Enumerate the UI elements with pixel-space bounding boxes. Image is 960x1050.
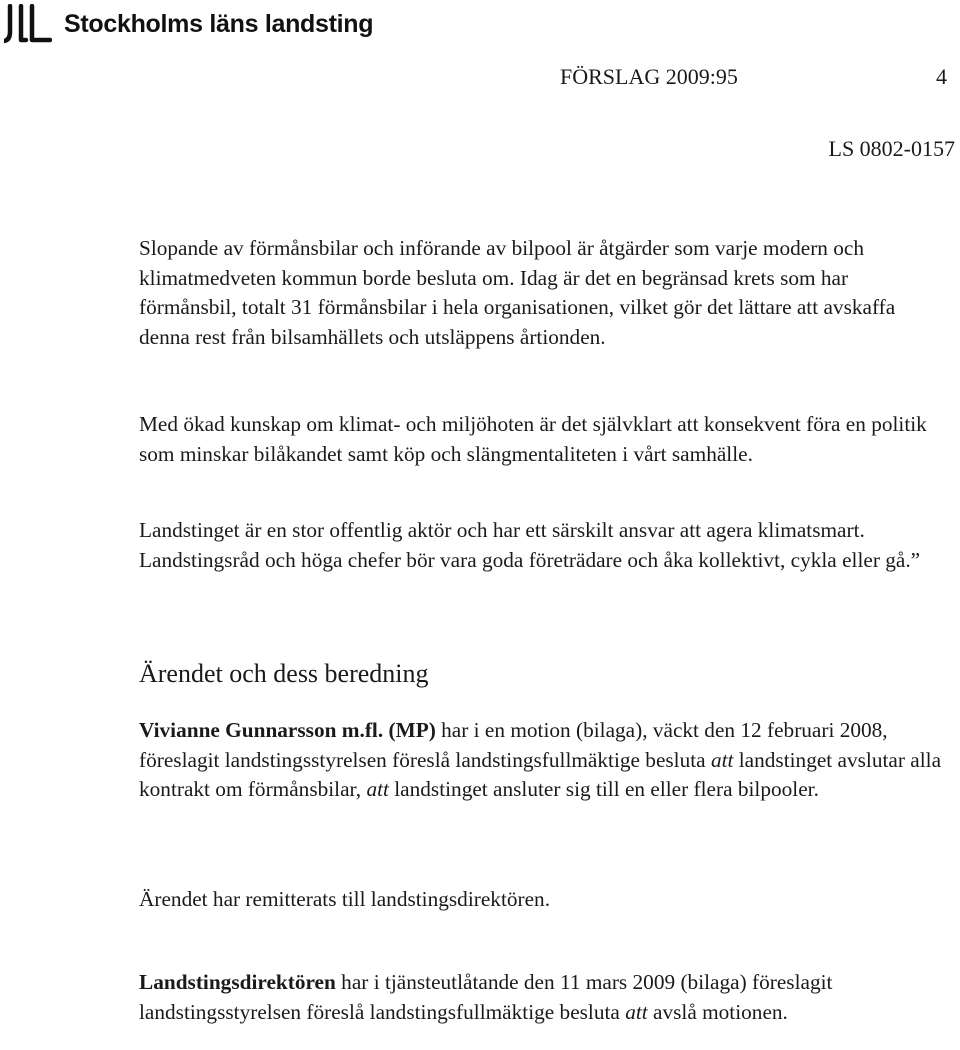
motion-author: Vivianne Gunnarsson m.fl. [139, 718, 384, 742]
section-heading: Ärendet och dess beredning [139, 659, 429, 688]
att-emphasis: att [625, 999, 648, 1024]
att-emphasis: att [710, 747, 734, 772]
sll-logo-icon [4, 4, 52, 44]
paragraph-climate-knowledge: Med ökad kunskap om klimat- och miljöhoten är det självklart att konsekvent föra en politik som minskar bilåkandet samt köp och slängmentaliteten i vårt samhälle. [139, 412, 927, 466]
organization-logo [4, 2, 373, 46]
organization-name: Stockholms läns landsting [64, 9, 374, 38]
page-number: 4 [936, 64, 947, 89]
document-title: FÖRSLAG 2009:95 [560, 64, 738, 89]
paragraph-referral: Ärendet har remitterats till landstingsdirektören. [139, 887, 551, 911]
paragraph-motion: Vivianne Gunnarsson m.fl. (MP) har i en motion (bilaga), väckt den 12 februari 2008, föreslagit landstingsstyrelsen föreslå landstingsfullmäktige besluta att landstinget avslutar alla kontrakt om förmånsbilar, att landstinget ansluter sig till en eller flera bilpooler. [139, 718, 942, 801]
paragraph-county-council-role: Landstinget är en stor offentlig aktör och har ett särskilt ansvar att agera klimatsmart. Landstingsråd och höga chefer bör vara goda företrädare och åka kollektivt, cykla eller gå.” [139, 518, 921, 572]
att-emphasis: att [366, 777, 389, 801]
paragraph-company-cars: Slopande av förmånsbilar och införande av bilpool är åtgärder som varje modern och klimatmedveten kommun borde besluta om. Idag är det en begränsad krets som har förmånsbil, totalt 31 förmånsbilar i hela organisationen, vilket gör det lättare att avskaffa denna rest från bilsamhällets och utsläppens årtionden. [139, 236, 896, 349]
reference-number: LS 0802-0157 [828, 136, 955, 161]
paragraph-director-statement: Landstingsdirektören har i tjänsteutlåtande den 11 mars 2009 (bilaga) föreslagit landstingsstyrelsen föreslå landstingsfullmäktige besluta att avslå motionen. [139, 970, 833, 1024]
director-name: Landstingsdirektören [139, 970, 336, 994]
party-abbreviation: (MP) [388, 718, 436, 742]
